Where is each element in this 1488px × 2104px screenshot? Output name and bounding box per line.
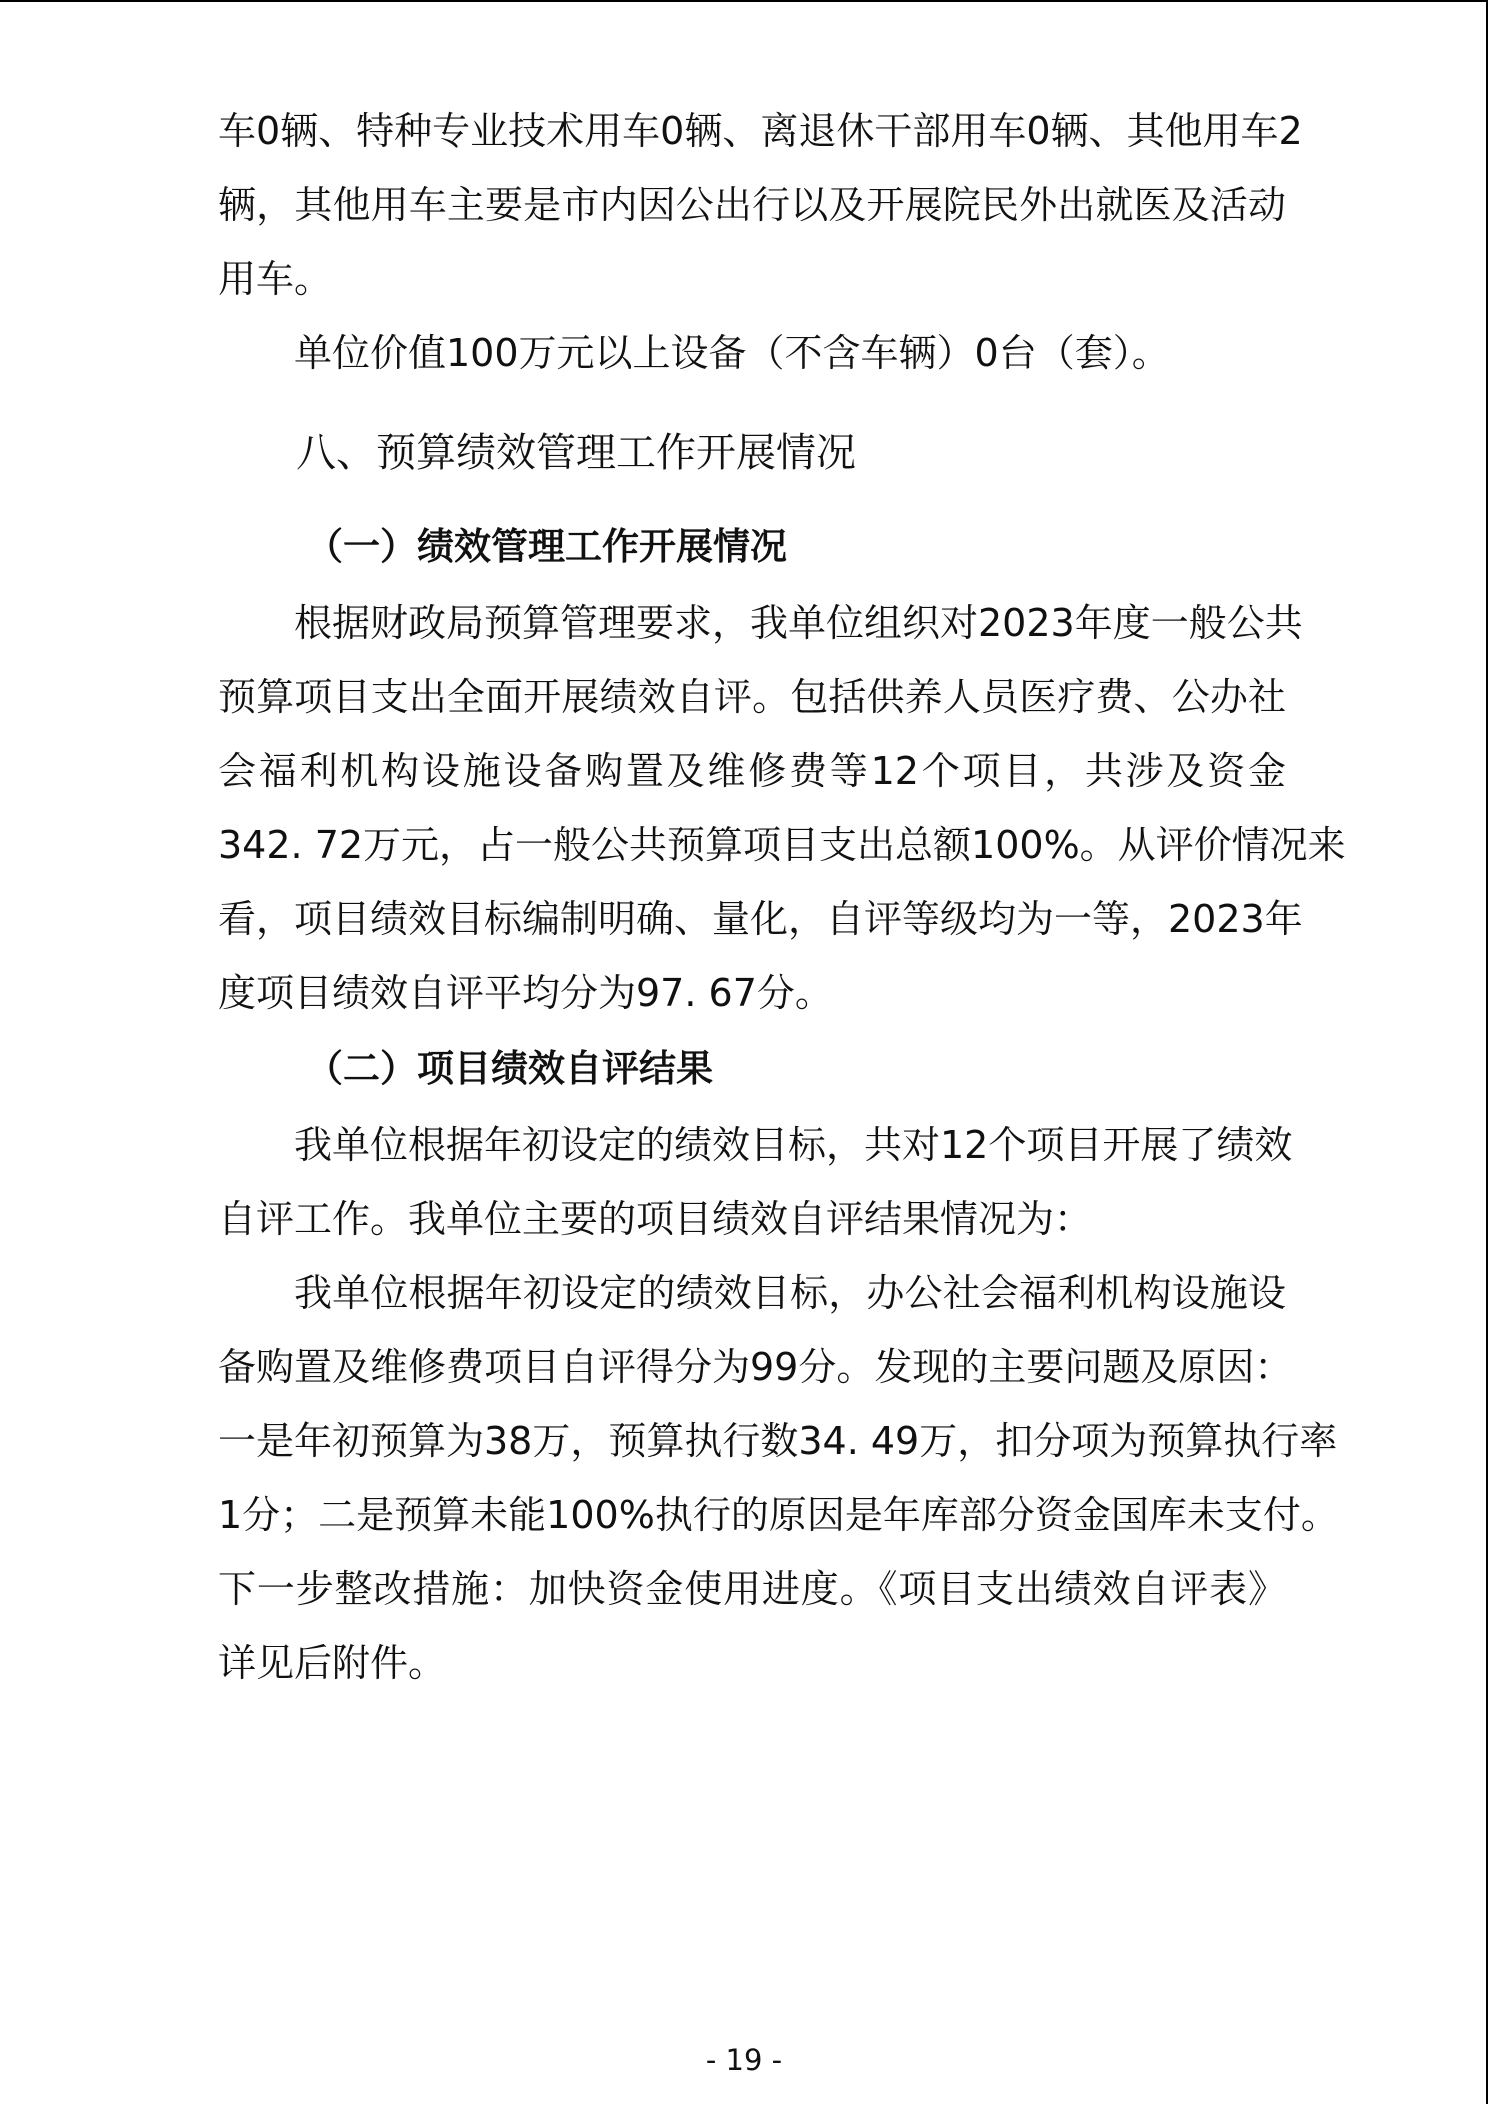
paragraph-line: 车0辆、特种专业技术用车0辆、离退休干部用车0辆、其他用车2 xyxy=(218,109,1303,153)
paragraph-line: 1分；二是预算未能100%执行的原因是年库部分资金国库未支付。 xyxy=(218,1493,1339,1537)
document-body xyxy=(218,94,1346,1700)
performance-management-paragraph xyxy=(218,586,1346,1030)
page-number: - 19 - xyxy=(705,2043,783,2077)
paragraph-line: 辆，其他用车主要是市内因公出行以及开展院民外出就医及活动 xyxy=(218,183,1286,227)
section-heading: 八、预算绩效管理工作开展情况 xyxy=(296,430,856,476)
paragraph-line: 详见后附件。 xyxy=(218,1641,447,1685)
subsection-heading: （一）绩效管理工作开展情况 xyxy=(306,525,787,568)
paragraph-line: 会福利机构设施设备购置及维修费等12个项目，共涉及资金 xyxy=(218,749,1286,793)
subsection-heading: （二）项目绩效自评结果 xyxy=(306,1047,713,1090)
paragraph-line: 预算项目支出全面开展绩效自评。包括供养人员医疗费、公办社 xyxy=(218,675,1286,719)
paragraph-line: 看，项目绩效目标编制明确、量化，自评等级均为一等，2023年 xyxy=(218,897,1303,941)
equipment-paragraph xyxy=(218,316,1286,390)
paragraph-line: 我单位根据年初设定的绩效目标，办公社会福利机构设施设 xyxy=(294,1271,1286,1315)
paragraph-line: 根据财政局预算管理要求，我单位组织对2023年度一般公共 xyxy=(294,601,1303,645)
paragraph-line: 度项目绩效自评平均分为97. 67分。 xyxy=(218,971,833,1015)
project-result-paragraph xyxy=(218,1256,1339,1700)
paragraph-line: 一是年初预算为38万，预算执行数34. 49万，扣分项为预算执行率 xyxy=(218,1419,1338,1463)
vehicle-paragraph xyxy=(218,94,1303,316)
paragraph-line: 下一步整改措施：加快资金使用进度。《项目支出绩效自评表》 xyxy=(218,1567,1286,1611)
paragraph-line: 我单位根据年初设定的绩效目标，共对12个项目开展了绩效 xyxy=(294,1123,1293,1167)
paragraph-line: 自评工作。我单位主要的项目绩效自评结果情况为： xyxy=(218,1197,1093,1241)
paragraph-line: 用车。 xyxy=(218,257,333,301)
paragraph-line: 342. 72万元，占一般公共预算项目支出总额100%。从评价情况来 xyxy=(218,823,1346,867)
paragraph-line: 单位价值100万元以上设备（不含车辆）0台（套）。 xyxy=(294,331,1170,375)
paragraph-line: 备购置及维修费项目自评得分为99分。发现的主要问题及原因： xyxy=(218,1345,1293,1389)
self-evaluation-paragraph xyxy=(218,1108,1293,1256)
